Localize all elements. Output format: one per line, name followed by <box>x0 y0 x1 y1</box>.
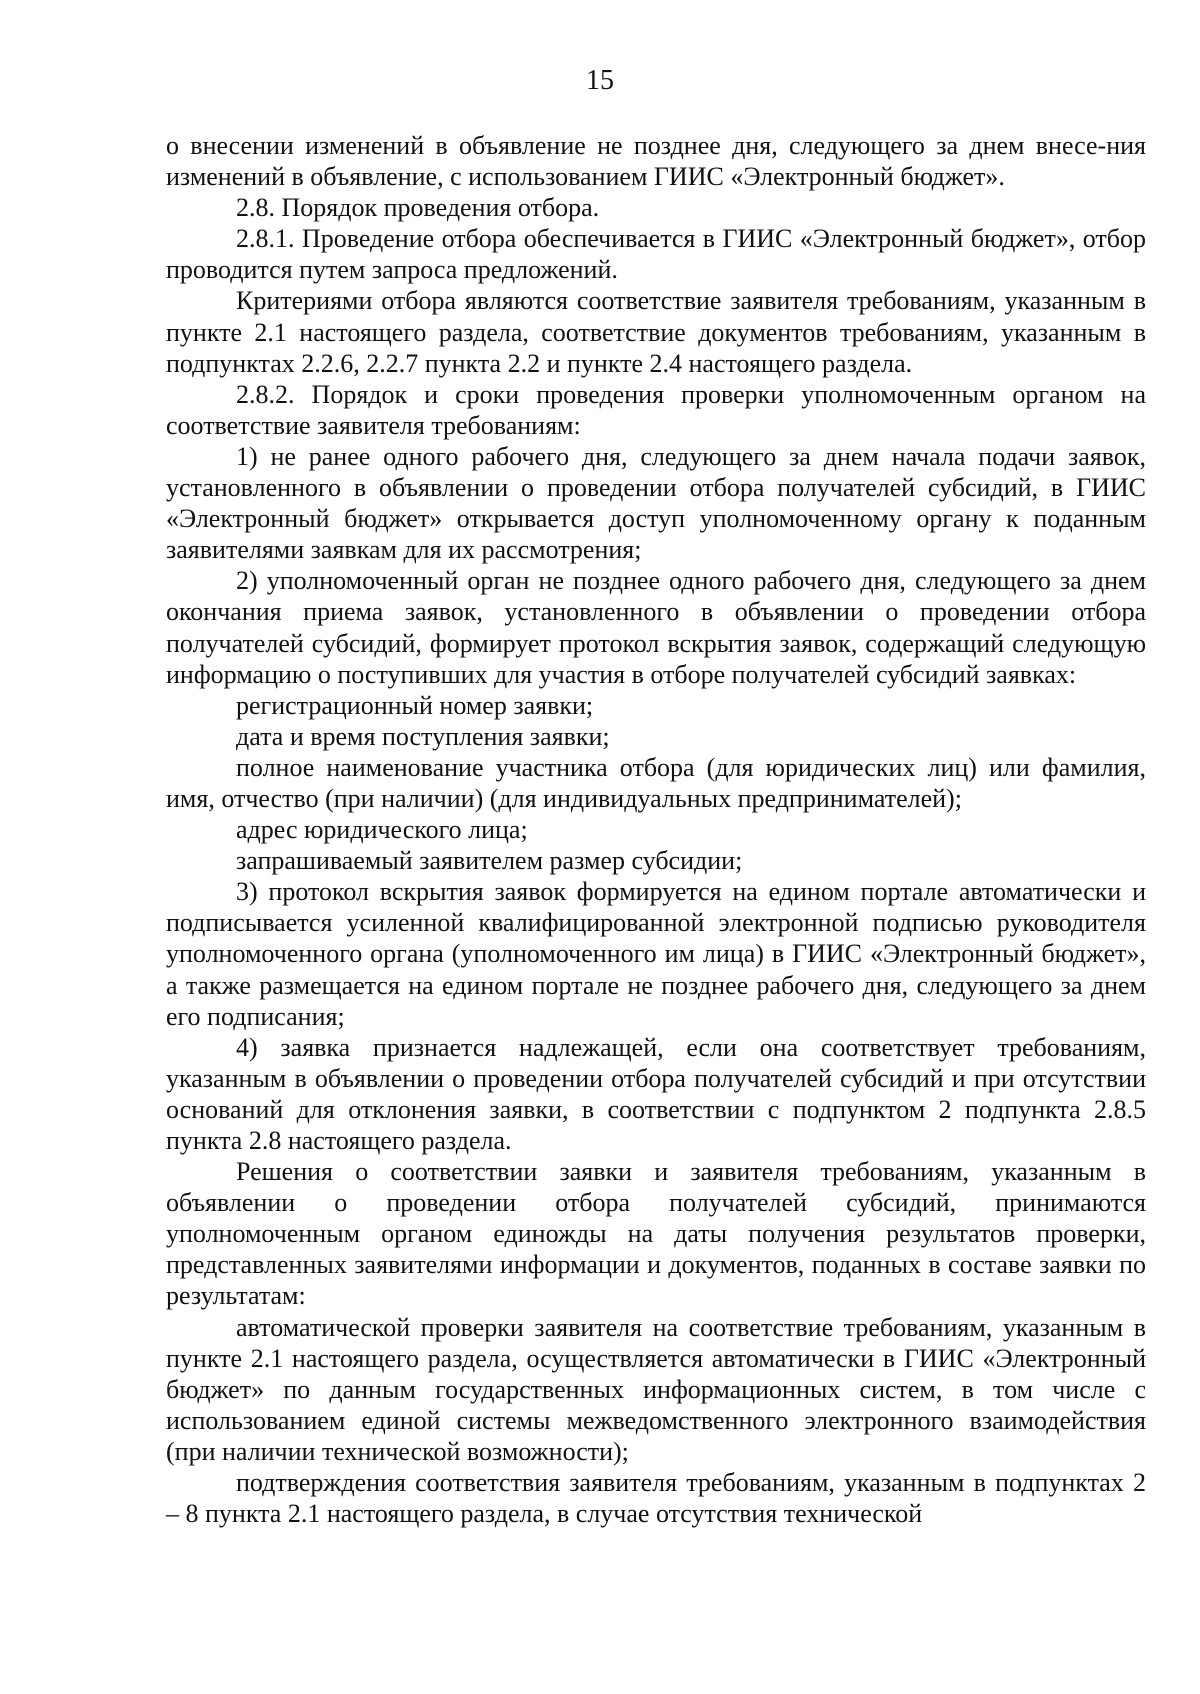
list-item-2: 2) уполномоченный орган не позднее одного рабочего дня, следующего за днем окончания приема заявок, установленного в объявлении о проведении отбора получателей субсидий, формирует протокол вскрытия заявок, содержащий следующую информацию о поступивших для участия в отборе получателей субсидий заявках: <box>166 566 1146 689</box>
list-item-1: 1) не ранее одного рабочего дня, следующего за днем начала подачи заявок, установленного в объявлении о проведении отбора получателей субсидий, в ГИИС «Электронный бюджет» открывается доступ уполномоченному органу к поданным заявителями заявкам для их рассмотрения; <box>166 441 1146 565</box>
list-item-3: 3) протокол вскрытия заявок формируется на едином портале автоматически и подписывается усиленной квалифицированной электронной подписью руководителя уполномоченного органа (уполномоченного им лица) в ГИИС «Электронный бюджет», а также размещается на едином портале не позднее рабочего дня, следующего за днем его подписания; <box>166 877 1146 1031</box>
paragraph-selection-criteria: Критериями отбора являются соответствие заявителя требованиям, указанным в пункте 2.1 настоящего раздела, соответствие документов требованиям, указанным в подпунктах 2.2.6, 2.2.7 пункта 2.2 и пункте 2.4 настоящего раздела. <box>166 286 1146 378</box>
sub-item-legal-address: адрес юридического лица; <box>236 815 528 845</box>
section-heading-2-8: 2.8. Порядок проведения отбора. <box>236 193 600 223</box>
sub-item-full-name: полное наименование участника отбора (для юридических лиц) или фамилия, имя, отчество (при наличии) (для индивидуальных предпринимателей); <box>166 752 1146 813</box>
sub-item-subsidy-amount: запрашиваемый заявителем размер субсидии; <box>236 846 743 876</box>
paragraph-continuation: о внесении изменений в объявление не позднее дня, следующего за днем внесе-ния изменений в объявление, с использованием ГИИС «Электронный бюджет». <box>166 131 1146 192</box>
page-number: 15 <box>586 65 614 96</box>
paragraph-2-8-1: 2.8.1. Проведение отбора обеспечивается в ГИИС «Электронный бюджет», отбор проводится путем запроса предложений. <box>166 224 1146 285</box>
sub-item-registration-number: регистрационный номер заявки; <box>236 690 594 720</box>
paragraph-decisions: Решения о соответствии заявки и заявителя требованиям, указанным в объявлении о проведении отбора получателей субсидий, принимаются уполномоченным органом единожды на даты получения результатов проверки, представленных заявителями информации и документов, поданных в составе заявки по результатам: <box>166 1157 1146 1311</box>
paragraph-2-8-2: 2.8.2. Порядок и сроки проведения проверки уполномоченным органом на соответствие заявителя требованиям: <box>166 379 1146 440</box>
sub-item-date-time: дата и время поступления заявки; <box>236 721 610 751</box>
paragraph-automatic-check: автоматической проверки заявителя на соответствие требованиям, указанным в пункте 2.1 настоящего раздела, осуществляется автоматически в ГИИС «Электронный бюджет» по данным государственных информационных систем, в том числе с использованием единой системы межведомственного электронного взаимодействия (при наличии технической возможности); <box>166 1312 1146 1466</box>
paragraph-confirmation: подтверждения соответствия заявителя требованиям, указанным в подпунктах 2 – 8 пункта 2.1 настоящего раздела, в случае отсутствия технической <box>166 1468 1146 1529</box>
document-body <box>166 130 1146 1529</box>
list-item-4: 4) заявка признается надлежащей, если она соответствует требованиям, указанным в объявлении о проведении отбора получателей субсидий и при отсутствии оснований для отклонения заявки, в соответствии с подпунктом 2 подпункта 2.8.5 пункта 2.8 настоящего раздела. <box>166 1032 1146 1155</box>
